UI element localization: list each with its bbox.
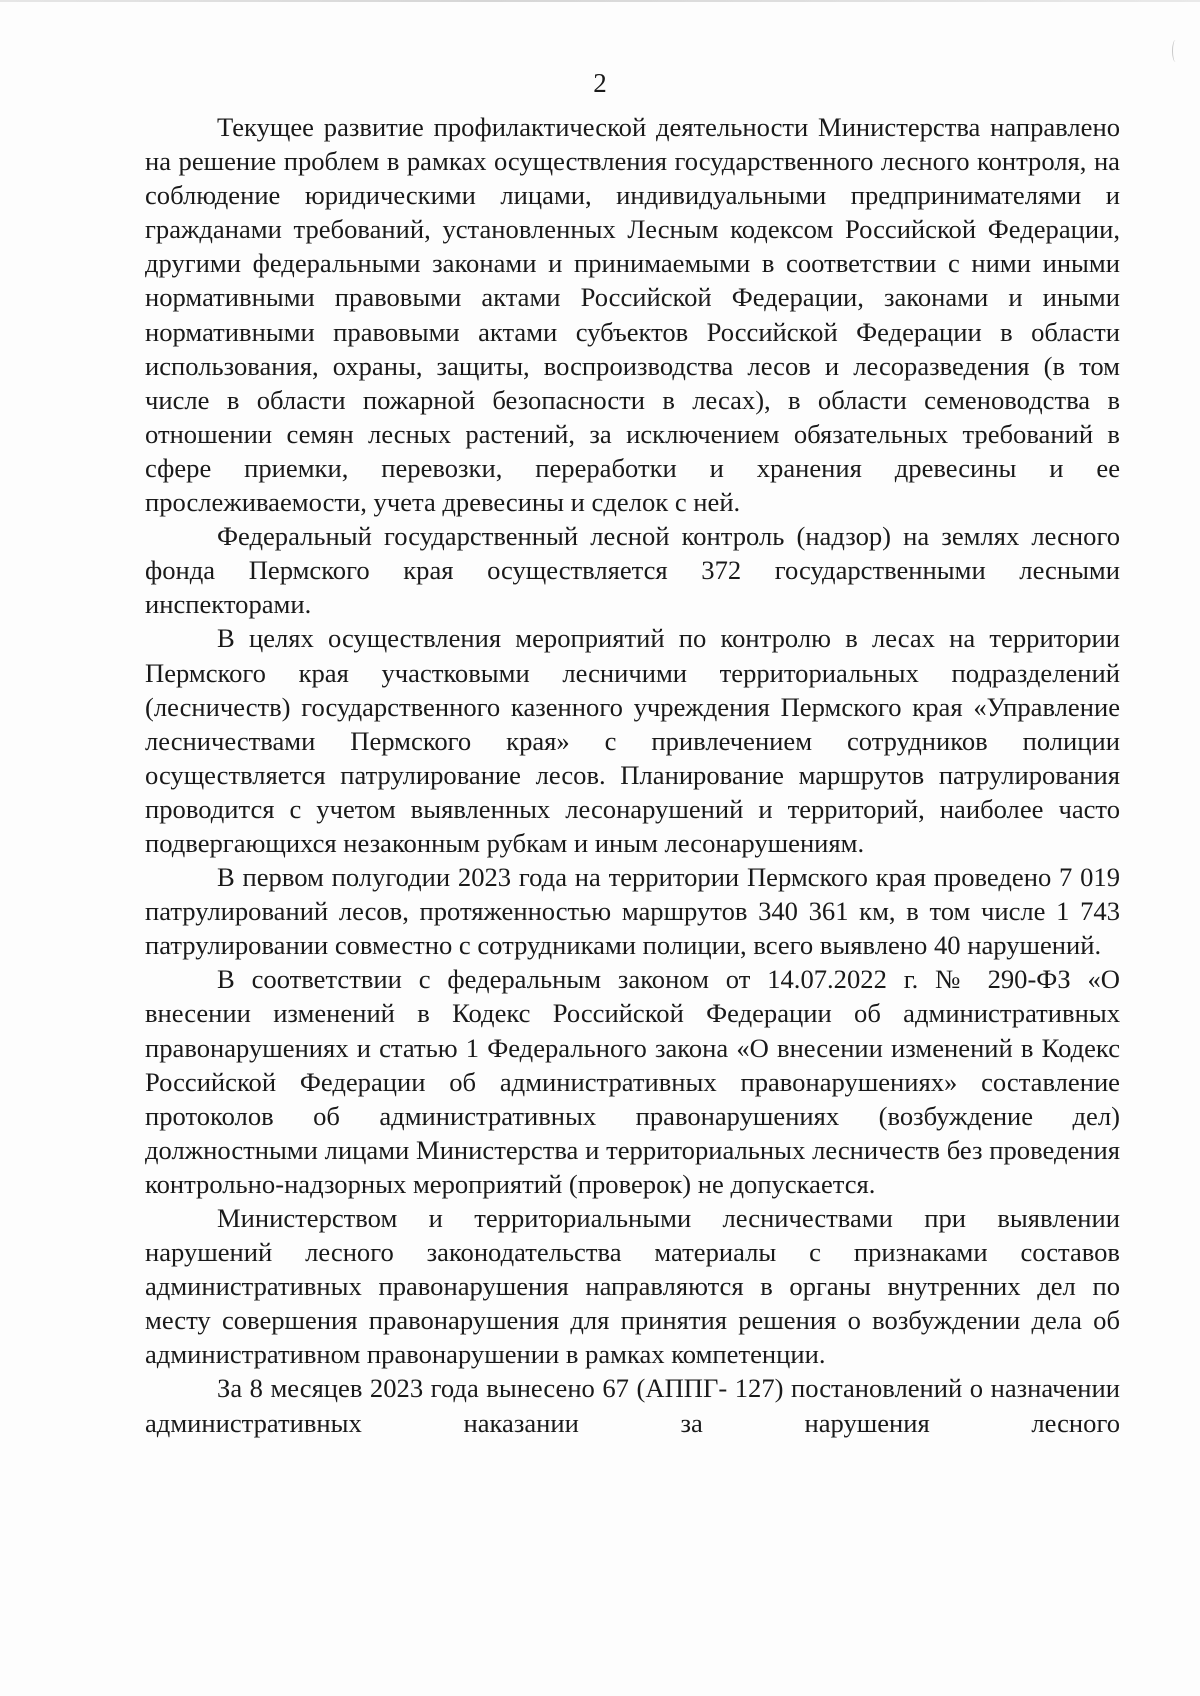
paragraph-federal-law-290: В соответствии с федеральным законом от 14.07.2022 г. № 290-ФЗ «О внесении изменений в Кодекс Российской Федерации об административных правонарушениях и статью 1 Федерального закона «О внесении изменений в Кодекс Российской Федерации об административных правонарушениях» составление протоколов об административных правонарушениях (возбуждение дел) должностными лицами Министерства и территориальных лесничеств без проведения контрольно-надзорных мероприятий (проверок) не допускается. bbox=[145, 964, 1120, 1199]
paragraph-forest-patrolling: В целях осуществления мероприятий по контролю в лесах на территории Пермского края участковыми лесничими территориальных подразделений (лесничеств) государственного казенного учреждения Пермского края «Управление лесничествами Пермского края» с привлечением сотрудников полиции осуществляется патрулирование лесов. Планирование маршрутов патрулирования проводится с учетом выявленных лесонарушений и территорий, наиболее часто подвергающихся незаконным рубкам и иным лесонарушениям. bbox=[145, 623, 1120, 858]
paragraph-patrol-statistics: В первом полугодии 2023 года на территории Пермского края проведено 7 019 патрулирований лесов, протяженностью маршрутов 340 361 км, в том числе 1 743 патрулировании совместно с сотрудниками полиции, всего выявлено 40 нарушений. bbox=[145, 862, 1120, 961]
document-body bbox=[145, 110, 1120, 1440]
paragraph-forest-control-inspectors: Федеральный государственный лесной контроль (надзор) на землях лесного фонда Пермского края осуществляется 372 государственными лесными инспекторами. bbox=[145, 521, 1120, 620]
paragraph-materials-referral: Министерством и территориальными лесничествами при выявлении нарушений лесного законодательства материалы с признаками составов административных правонарушения направляются в органы внутренних дел по месту совершения правонарушения для принятия решения о возбуждении дела об административном правонарушении в рамках компетенции. bbox=[145, 1203, 1120, 1370]
paragraph-penalty-resolutions: За 8 месяцев 2023 года вынесено 67 (АППГ- 127) постановлений о назначении административных наказании за нарушения лесного bbox=[145, 1373, 1120, 1438]
page-number: 2 bbox=[593, 68, 607, 98]
scan-margin-mark bbox=[1172, 40, 1179, 62]
scan-top-edge bbox=[0, 0, 1200, 2]
paragraph-prevention-development: Текущее развитие профилактической деятельности Министерства направлено на решение проблем в рамках осуществления государственного лесного контроля, на соблюдение юридическими лицами, индивидуальными предпринимателями и гражданами требований, установленных Лесным кодексом Российской Федерации, другими федеральными законами и принимаемыми в соответствии с ними иными нормативными правовыми актами Российской Федерации, законами и иными нормативными правовыми актами субъектов Российской Федерации в области использования, охраны, защиты, воспроизводства лесов и лесоразведения (в том числе в области пожарной безопасности в лесах), в области семеноводства в отношении семян лесных растений, за исключением обязательных требований в сфере приемки, перевозки, переработки и хранения древесины и ее прослеживаемости, учета древесины и сделок с ней. bbox=[145, 112, 1120, 518]
